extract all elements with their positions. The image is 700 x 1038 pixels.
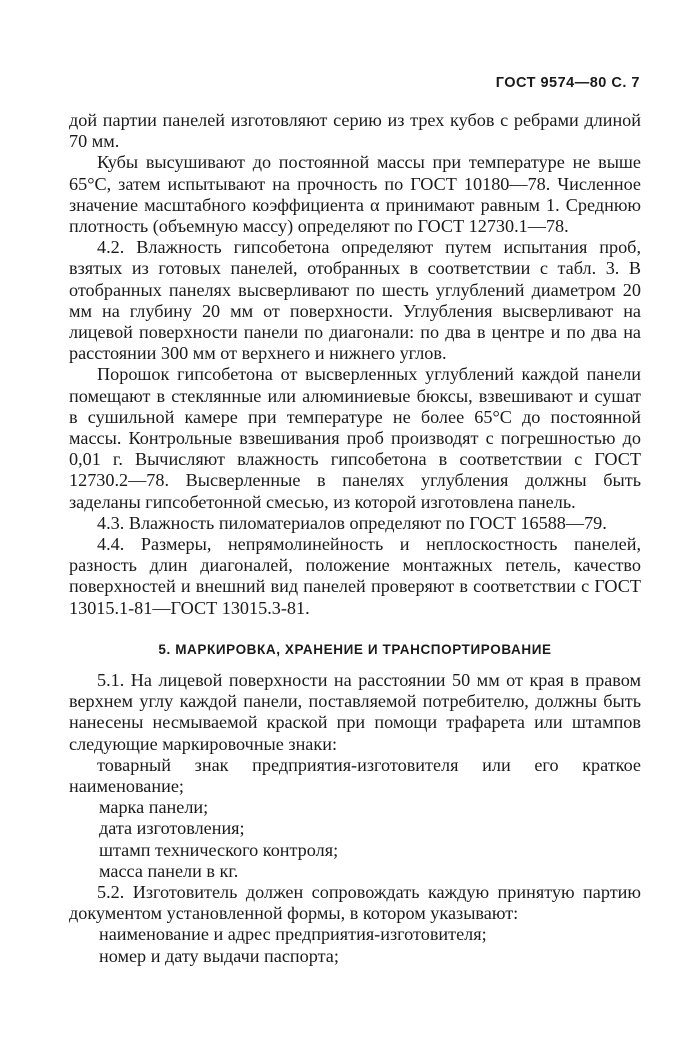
paragraph-4-2: 4.2. Влажность гипсобетона определяют путем испытания проб, взятых из готовых панелей, отобранных в соответствии с табл. 3. В отобранных панелях высверливают по шесть углублений диаметром 20 мм на глубину 20 мм от поверхности. Углубления высверливают на лицевой поверхности панели по диагонали: по два в центре и по два на расстоянии 300 мм от верхнего и нижнего углов.: [69, 237, 641, 364]
paragraph-4-3: 4.3. Влажность пиломатериалов определяют по ГОСТ 16588—79.: [97, 512, 607, 533]
marking-item: марка панели;: [99, 797, 209, 818]
paragraph-4-4: 4.4. Размеры, непрямолинейность и неплоскостность панелей, разность длин диагоналей, положение монтажных петель, качество поверхностей и внешний вид панелей проверяют в соответствии с ГОСТ 13015.1-81—ГОСТ 13015.3-81.: [69, 534, 641, 618]
passport-item: номер и дату выдачи паспорта;: [99, 945, 339, 966]
paragraph-5-2: 5.2. Изготовитель должен сопровождать каждую принятую партию документом установленной формы, в котором указывают:: [69, 882, 641, 924]
paragraph-powder: Порошок гипсобетона от высверленных углублений каждой панели помещают в стеклянные или алюминиевые бюксы, взвешивают и сушат в сушильной камере при температуре не более 65°С до постоянной массы. Контрольные взвешивания проб производят с погрешностью до 0,01 г. Вычисляют влажность гипсобетона в соответствии с ГОСТ 12730.2—78. Высверленные в панелях углубления должны быть заделаны гипсобетонной смесью, из которой изготовлена панель.: [69, 364, 641, 512]
paragraph-5-1: 5.1. На лицевой поверхности на расстоянии 50 мм от края в правом верхнем углу каждой панели, поставляемой потребителю, должны быть нанесены несмываемой краской при помощи трафарета или штампов следующие маркировочные знаки:: [69, 670, 641, 754]
paragraph-cubes: Кубы высушивают до постоянной массы при температуре не выше 65°С, затем испытывают на прочность по ГОСТ 10180—78. Численное значение масштабного коэффициента α принимают равным 1. Среднюю плотность (объемную массу) определяют по ГОСТ 12730.1—78.: [69, 152, 641, 237]
section-5-heading: 5. МАРКИРОВКА, ХРАНЕНИЕ И ТРАНСПОРТИРОВАНИЕ: [158, 642, 552, 657]
section-4-text: [69, 110, 641, 619]
passport-item: наименование и адрес предприятия-изготовителя;: [99, 924, 487, 945]
paragraph-continuation: дой партии панелей изготовляют серию из трех кубов с ребрами длиной 70 мм.: [69, 110, 641, 152]
marking-item: штамп технического контроля;: [99, 839, 339, 860]
marking-item: товарный знак предприятия-изготовителя или его краткое наименование;: [69, 754, 641, 797]
running-head: ГОСТ 9574—80 С. 7: [495, 75, 640, 91]
section-5-text: [69, 670, 641, 967]
marking-item: дата изготовления;: [99, 818, 245, 839]
marking-item: масса панели в кг.: [99, 860, 239, 881]
